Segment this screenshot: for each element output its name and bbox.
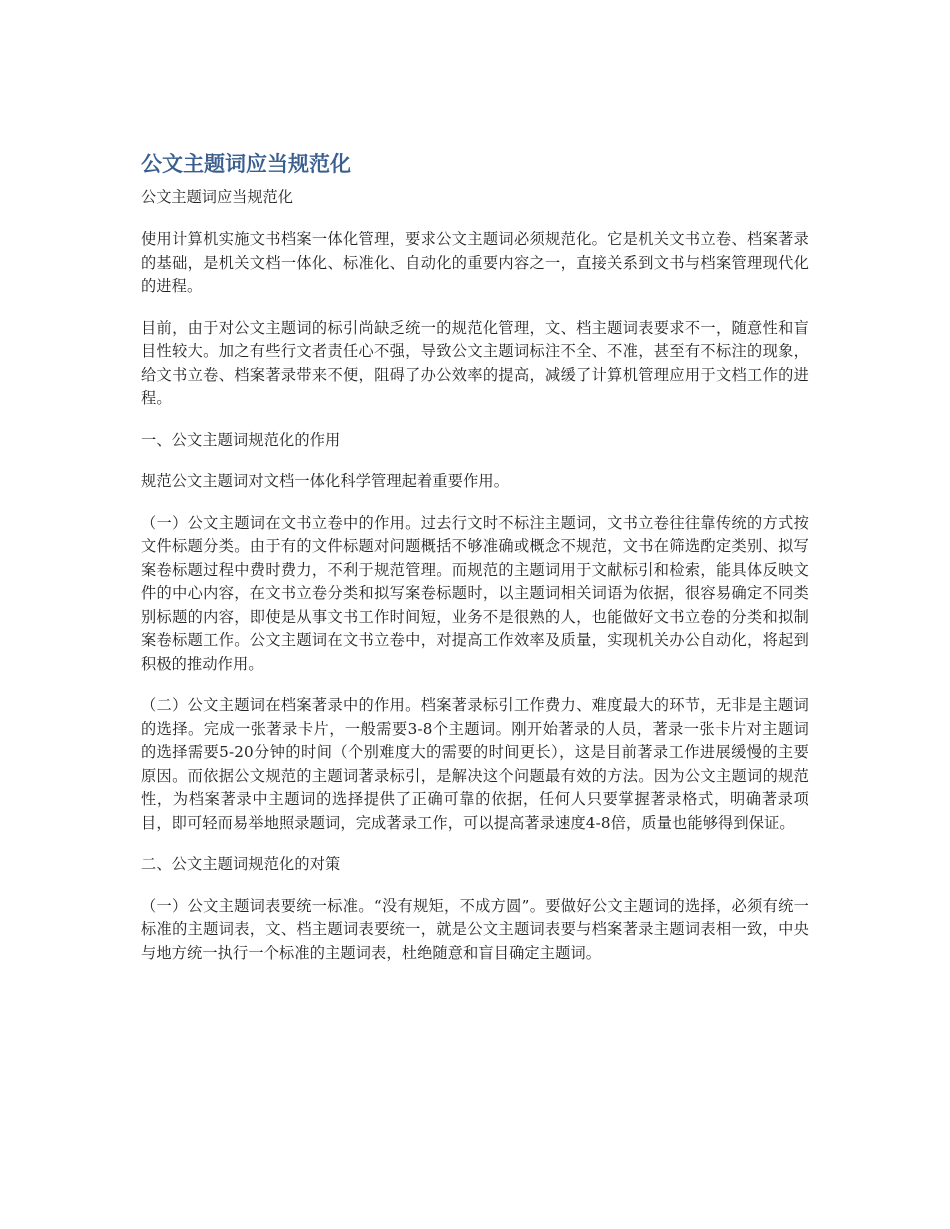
section-heading-countermeasures: 二、公文主题词规范化的对策 [141,855,341,873]
section-heading-role: 一、公文主题词规范化的作用 [141,430,341,449]
paragraph-role-summary: 规范公文主题词对文档一体化科学管理起着重要作用。 [141,472,510,490]
paragraph-intro: 使用计算机实施文书档案一体化管理，要求公文主题词必须规范化。它是机关文书立卷、档案著录的基础，是机关文档一体化、标准化、自动化的重要内容之一，直接关系到文书与档案管理现代化的进程。 [141,230,809,295]
document-page [141,148,809,965]
document-subtitle: 公文主题词应当规范化 [141,188,293,206]
paragraph-countermeasure-standard: （一）公文主题词表要统一标准。“没有规矩，不成方圆”。要做好公文主题词的选择，必须有统一标准的主题词表，文、档主题词表要统一，就是公文主题词表要与档案著录主题词表相一致，中央与地方统一执行一个标准的主题词表，杜绝随意和盲目确定主题词。 [141,896,809,962]
document-title: 公文主题词应当规范化 [141,152,351,176]
paragraph-role-filing: （一）公文主题词在文书立卷中的作用。过去行文时不标注主题词，文书立卷往往靠传统的方式按文件标题分类。由于有的文件标题对问题概括不够准确或概念不规范，文书在筛选酌定类别、拟写案卷标题过程中费时费力，不利于规范管理。而规范的主题词用于文献标引和检索，能具体反映文件的中心内容，在文书立卷分类和拟写案卷标题时，以主题词相关词语为依据，很容易确定不同类别标题的内容，即使是从事文书工作时间短，业务不是很熟的人，也能做好文书立卷的分类和拟制案卷标题工作。公文主题词在文书立卷中，对提高工作效率及质量，实现机关办公自动化，将起到积极的推动作用。 [141,513,809,673]
paragraph-role-cataloging: （二）公文主题词在档案著录中的作用。档案著录标引工作费力、难度最大的环节，无非是主题词的选择。完成一张著录卡片，一般需要3-8个主题词。刚开始著录的人员，著录一张卡片对主题词的选择需要5-20分钟的时间（个别难度大的需要的时间更长），这是目前著录工作进展缓慢的主要原因。而依据公文规范的主题词著录标引，是解决这个问题最有效的方法。因为公文主题词的规范性，为档案著录中主题词的选择提供了正确可靠的依据，任何人只要掌握著录格式，明确著录项目，即可轻而易举地照录题词，完成著录工作，可以提高著录速度4-8倍，质量也能够得到保证。 [141,696,809,832]
paragraph-current-status: 目前，由于对公文主题词的标引尚缺乏统一的规范化管理，文、档主题词表要求不一，随意性和盲目性较大。加之有些行文者责任心不强，导致公文主题词标注不全、不准，甚至有不标注的现象，给文书立卷、档案著录带来不便，阻碍了办公效率的提高，减缓了计算机管理应用于文档工作的进程。 [141,318,809,407]
